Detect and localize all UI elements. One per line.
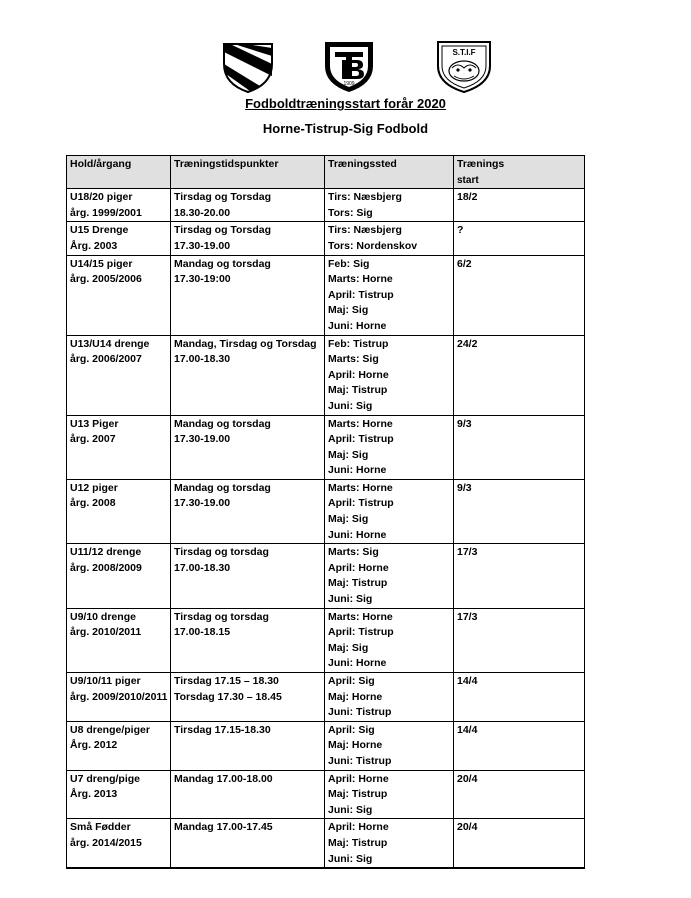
cell-start-line: 20/4 bbox=[457, 821, 478, 834]
header-start: Trænings start bbox=[454, 156, 585, 189]
cell-team-line: årg. 2007 bbox=[70, 433, 116, 446]
cell-place-line: April: Sig bbox=[328, 675, 375, 687]
stif-logo-text: S.T.I.F bbox=[452, 48, 476, 57]
cell-times-line: Tirsdag og Torsdag bbox=[174, 224, 272, 237]
cell-place-line: April: Horne bbox=[328, 821, 389, 834]
cell-start-line: 6/2 bbox=[457, 257, 472, 270]
cell-team bbox=[67, 479, 171, 543]
cell-times bbox=[171, 819, 325, 868]
cell-team-line: årg. 2010/2011 bbox=[70, 626, 142, 639]
cell-team bbox=[67, 544, 171, 608]
table-row bbox=[67, 770, 585, 819]
logo-row bbox=[0, 38, 691, 98]
cell-team-line: årg. 2009/2010/2011 bbox=[70, 690, 168, 703]
cell-times-line: 17.30-19:00 bbox=[174, 273, 231, 286]
cell-team-line: Årg. 2013 bbox=[70, 788, 118, 801]
table-row bbox=[67, 255, 585, 335]
cell-times-line: Mandag og torsdag bbox=[174, 257, 271, 270]
cell-times-line: 17.00-18.30 bbox=[174, 353, 231, 366]
cell-place-line: Maj: Tistrup bbox=[328, 836, 388, 849]
cell-times bbox=[171, 673, 325, 722]
cell-start bbox=[454, 222, 585, 255]
cell-start-line: 14/4 bbox=[457, 723, 478, 736]
table-row bbox=[67, 479, 585, 543]
cell-team-line: U9/10 drenge bbox=[70, 610, 136, 623]
cell-times-line: Tirsdag 17.15-18.30 bbox=[174, 723, 271, 736]
cell-place-line: Juni: Tistrup bbox=[328, 754, 392, 767]
cell-team bbox=[67, 335, 171, 415]
table-row bbox=[67, 189, 585, 222]
cell-start-line: 9/3 bbox=[457, 417, 472, 430]
cell-start-line: 18/2 bbox=[457, 191, 478, 204]
table-row bbox=[67, 335, 585, 415]
cell-start bbox=[454, 255, 585, 335]
cell-place-line: Maj: Horne bbox=[328, 739, 383, 752]
cell-times bbox=[171, 608, 325, 672]
cell-place-line: Juni: Horne bbox=[328, 464, 387, 477]
cell-place-line: April: Tistrup bbox=[328, 626, 394, 639]
cell-team bbox=[67, 673, 171, 722]
cell-team-line: årg. 2006/2007 bbox=[70, 353, 142, 366]
cell-times bbox=[171, 335, 325, 415]
cell-times-line: Tirsdag 17.15 – 18.30 bbox=[174, 675, 279, 687]
cell-times-line: Mandag og torsdag bbox=[174, 481, 271, 494]
cell-times-line: Mandag 17.00-18.00 bbox=[174, 772, 273, 785]
cell-place-line: Maj: Tistrup bbox=[328, 384, 388, 397]
cell-team-line: U11/12 drenge bbox=[70, 546, 142, 559]
cell-team bbox=[67, 721, 171, 770]
cell-times bbox=[171, 415, 325, 479]
cell-team bbox=[67, 770, 171, 819]
cell-start bbox=[454, 189, 585, 222]
cell-place-line: April: Tistrup bbox=[328, 288, 394, 301]
cell-place-line: Feb: Tistrup bbox=[328, 337, 389, 350]
cell-place bbox=[325, 544, 454, 608]
cell-team-line: U8 drenge/piger bbox=[70, 723, 150, 736]
cell-team-line: U9/10/11 piger bbox=[70, 675, 141, 687]
cell-team-line: Årg. 2012 bbox=[70, 739, 118, 752]
cell-times-line: 17.00-18.30 bbox=[174, 561, 231, 574]
cell-start bbox=[454, 608, 585, 672]
cell-team-line: U18/20 piger bbox=[70, 191, 133, 204]
cell-place-line: Tors: Nordenskov bbox=[328, 239, 418, 252]
cell-start bbox=[454, 721, 585, 770]
cell-place bbox=[325, 189, 454, 222]
cell-team-line: Årg. 2003 bbox=[70, 239, 118, 252]
page-subtitle: Horne-Tistrup-Sig Fodbold bbox=[262, 121, 429, 136]
cell-place-line: Marts: Horne bbox=[328, 273, 393, 286]
cell-team-line: årg. 1999/2001 bbox=[70, 206, 142, 219]
cell-times-line: Tirsdag og torsdag bbox=[174, 546, 269, 559]
header-times: Træningstidspunkter bbox=[171, 156, 325, 189]
cell-place-line: April: Horne bbox=[328, 772, 389, 785]
cell-place-line: Marts: Sig bbox=[328, 353, 379, 366]
table-row bbox=[67, 608, 585, 672]
tif-logo-year: 1909 bbox=[343, 81, 355, 87]
cell-place-line: Marts: Horne bbox=[328, 610, 393, 623]
cell-place bbox=[325, 819, 454, 868]
cell-place-line: Juni: Sig bbox=[328, 852, 373, 865]
cell-times-line: Torsdag 17.30 – 18.45 bbox=[174, 690, 282, 703]
cell-team bbox=[67, 189, 171, 222]
cell-times-line: 17.00-18.15 bbox=[174, 626, 231, 639]
cell-place bbox=[325, 335, 454, 415]
cell-place bbox=[325, 479, 454, 543]
cell-team-line: U14/15 piger bbox=[70, 257, 133, 270]
cell-start-line: 20/4 bbox=[457, 772, 478, 785]
stif-logo-icon bbox=[434, 38, 494, 94]
table-header-row bbox=[67, 156, 585, 189]
cell-place-line: April: Tistrup bbox=[328, 497, 394, 510]
cell-place-line: Juni: Horne bbox=[328, 319, 387, 332]
cell-times bbox=[171, 222, 325, 255]
page-title: Fodboldtræningsstart forår 2020 bbox=[245, 96, 446, 111]
cell-place-line: Marts: Sig bbox=[328, 546, 379, 559]
cell-place-line: Feb: Sig bbox=[328, 257, 370, 270]
cell-times-line: 17.30-19.00 bbox=[174, 239, 231, 252]
cell-place-line: Maj: Tistrup bbox=[328, 788, 388, 801]
table-row bbox=[67, 544, 585, 608]
cell-place-line: Juni: Sig bbox=[328, 593, 373, 606]
cell-place-line: Juni: Horne bbox=[328, 528, 387, 541]
cell-times-line: Tirsdag og Torsdag bbox=[174, 191, 272, 204]
cell-times bbox=[171, 770, 325, 819]
cell-place bbox=[325, 721, 454, 770]
cell-place bbox=[325, 770, 454, 819]
cell-times-line: Mandag, Tirsdag og Torsdag bbox=[174, 337, 317, 350]
cell-place bbox=[325, 673, 454, 722]
cell-times bbox=[171, 189, 325, 222]
table-row bbox=[67, 222, 585, 255]
cell-place-line: Tors: Sig bbox=[328, 206, 373, 219]
cell-team-line: årg. 2008/2009 bbox=[70, 561, 142, 574]
cell-times bbox=[171, 721, 325, 770]
cell-start bbox=[454, 544, 585, 608]
cell-team bbox=[67, 415, 171, 479]
cell-place-line: Juni: Tistrup bbox=[328, 706, 392, 719]
cell-place-line: Juni: Sig bbox=[328, 803, 373, 816]
cell-times-line: Tirsdag og torsdag bbox=[174, 610, 269, 623]
cell-place bbox=[325, 255, 454, 335]
cell-team bbox=[67, 222, 171, 255]
cell-start bbox=[454, 819, 585, 868]
cell-team-line: Små Fødder bbox=[70, 821, 131, 834]
cell-place-line: Juni: Horne bbox=[328, 657, 387, 670]
cell-times-line: 17.30-19.00 bbox=[174, 497, 231, 510]
cell-place-line: Maj: Horne bbox=[328, 690, 383, 703]
horne-if-logo-icon bbox=[220, 38, 276, 94]
table-row bbox=[67, 819, 585, 868]
cell-team-line: U13/U14 drenge bbox=[70, 337, 150, 350]
cell-start-line: 24/2 bbox=[457, 337, 478, 350]
cell-team bbox=[67, 608, 171, 672]
cell-start bbox=[454, 415, 585, 479]
cell-place-line: Maj: Sig bbox=[328, 448, 369, 461]
cell-team-line: U15 Drenge bbox=[70, 224, 129, 237]
table-row bbox=[67, 673, 585, 722]
cell-place-line: April: Horne bbox=[328, 561, 389, 574]
header-team: Hold/årgang bbox=[67, 156, 171, 189]
cell-place-line: April: Horne bbox=[328, 368, 389, 381]
cell-place-line: Maj: Sig bbox=[328, 513, 369, 526]
cell-start bbox=[454, 770, 585, 819]
cell-place-line: Maj: Tistrup bbox=[328, 577, 388, 590]
cell-start-line: 17/3 bbox=[457, 610, 478, 623]
cell-team-line: U13 Piger bbox=[70, 417, 119, 430]
header-place: Træningssted bbox=[325, 156, 454, 189]
schedule-table bbox=[66, 155, 585, 869]
cell-times-line: Mandag og torsdag bbox=[174, 417, 271, 430]
cell-place-line: Marts: Horne bbox=[328, 417, 393, 430]
cell-times bbox=[171, 255, 325, 335]
cell-place-line: Maj: Sig bbox=[328, 304, 369, 317]
cell-start-line: 9/3 bbox=[457, 481, 472, 494]
cell-place-line: Maj: Sig bbox=[328, 641, 369, 654]
cell-start-line: ? bbox=[457, 224, 464, 237]
cell-team-line: U7 dreng/pige bbox=[70, 772, 141, 785]
cell-times-line: Mandag 17.00-17.45 bbox=[174, 821, 273, 834]
cell-team bbox=[67, 255, 171, 335]
cell-place-line: Juni: Sig bbox=[328, 399, 373, 412]
cell-times-line: 18.30-20.00 bbox=[174, 206, 231, 219]
cell-times bbox=[171, 544, 325, 608]
cell-start bbox=[454, 673, 585, 722]
table-row bbox=[67, 721, 585, 770]
cell-place bbox=[325, 608, 454, 672]
cell-start bbox=[454, 479, 585, 543]
cell-place-line: April: Sig bbox=[328, 723, 375, 736]
cell-start-line: 17/3 bbox=[457, 546, 478, 559]
cell-place-line: Tirs: Næsbjerg bbox=[328, 191, 402, 204]
cell-team-line: årg. 2014/2015 bbox=[70, 836, 142, 849]
cell-times-line: 17.30-19.00 bbox=[174, 433, 231, 446]
cell-times bbox=[171, 479, 325, 543]
cell-place bbox=[325, 222, 454, 255]
cell-place-line: Marts: Horne bbox=[328, 481, 393, 494]
cell-start-line: 14/4 bbox=[457, 675, 478, 687]
cell-place bbox=[325, 415, 454, 479]
tif-logo-icon bbox=[321, 38, 377, 94]
cell-team bbox=[67, 819, 171, 868]
cell-start bbox=[454, 335, 585, 415]
cell-team-line: årg. 2005/2006 bbox=[70, 273, 142, 286]
cell-team-line: U12 piger bbox=[70, 481, 118, 494]
cell-team-line: årg. 2008 bbox=[70, 497, 116, 510]
table-row bbox=[67, 415, 585, 479]
cell-place-line: Tirs: Næsbjerg bbox=[328, 224, 402, 237]
cell-place-line: April: Tistrup bbox=[328, 433, 394, 446]
